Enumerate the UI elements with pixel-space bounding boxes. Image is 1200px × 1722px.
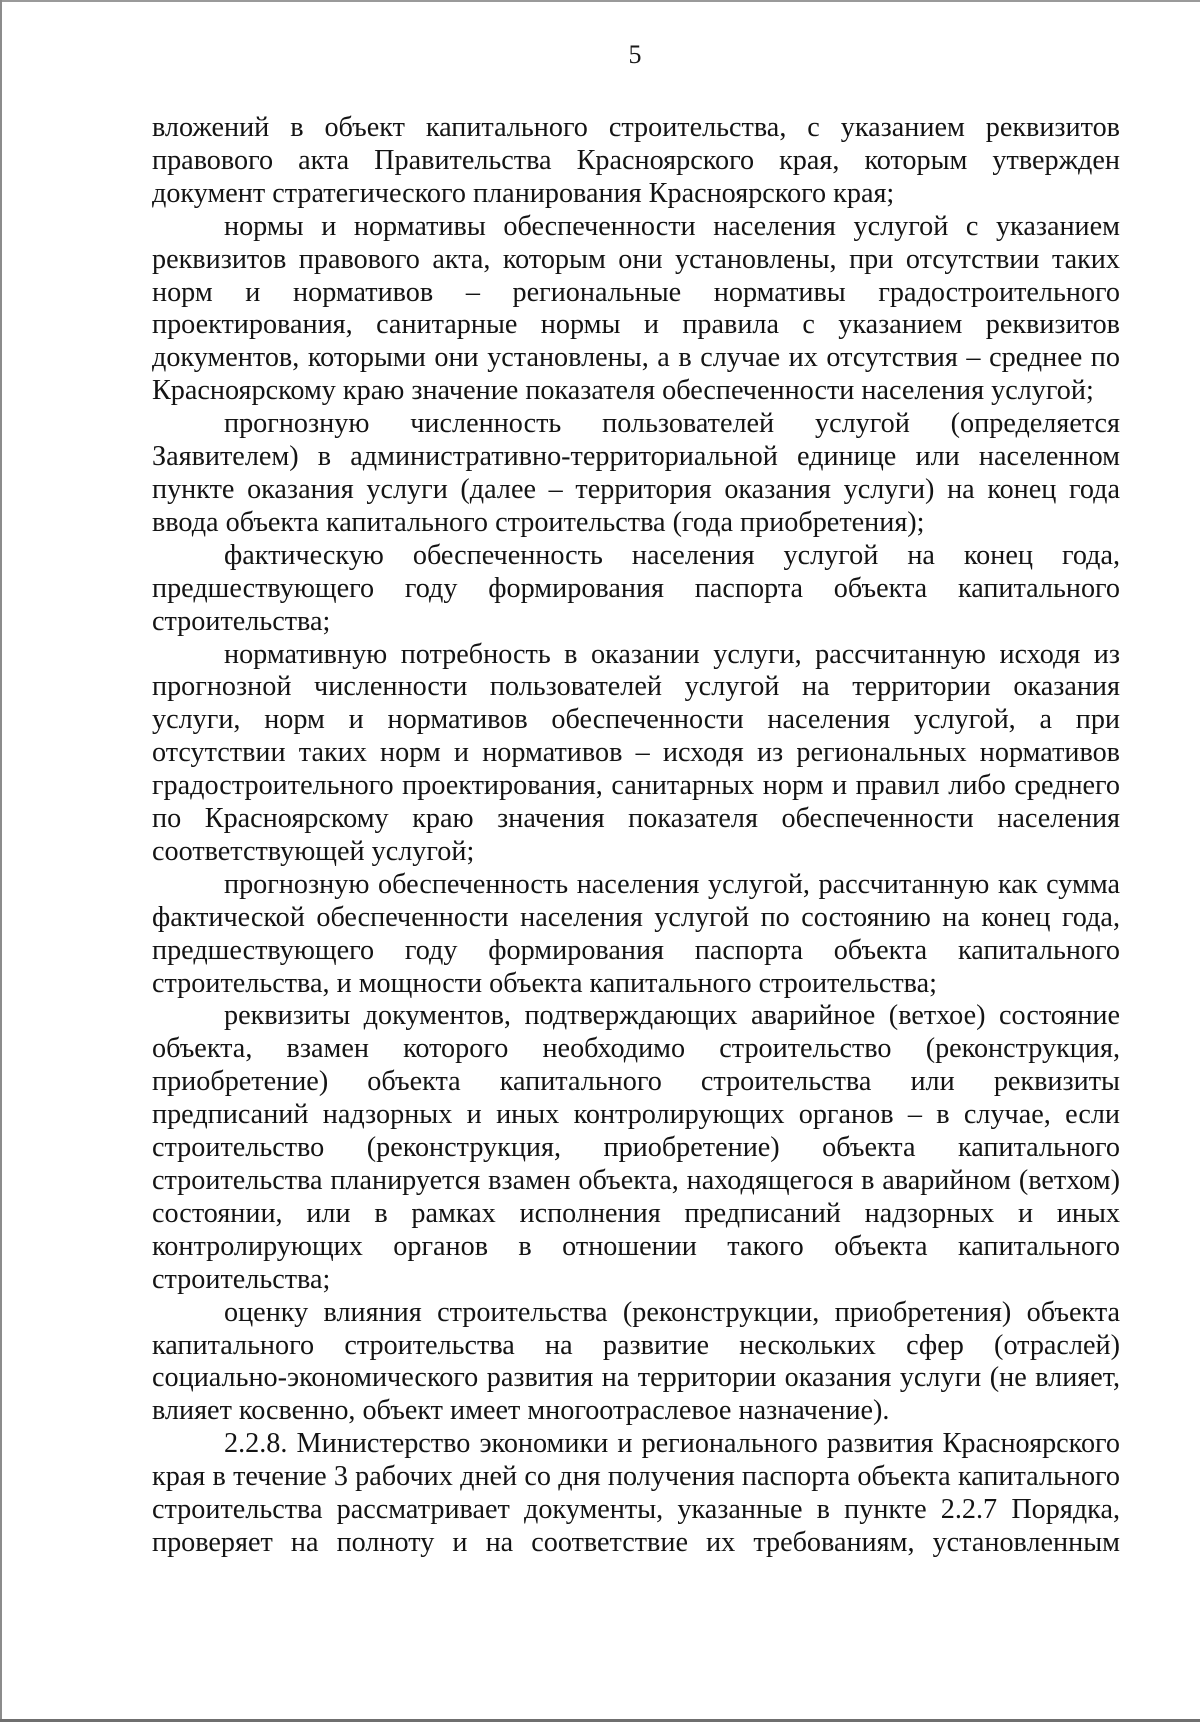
- page-number: 5: [628, 40, 642, 69]
- paragraph-forecast-provision: прогнозную обеспеченность населения услугой, рассчитанную как сумма фактической обеспеченности населения услугой по состоянию на конец года, предшествующего году формирования паспорта объекта капитального строительства, и мощности объекта капитального строительства;: [152, 868, 1120, 999]
- paragraph-actual-provision: фактическую обеспеченность населения услугой на конец года, предшествующего году формирования паспорта объекта капитального строительства;: [152, 539, 1120, 637]
- paragraph-2-2-8: 2.2.8. Министерство экономики и регионального развития Красноярского края в течение 3 рабочих дней со дня получения паспорта объекта капитального строительства рассматривает документы, указанные в пункте 2.2.7 Порядка, проверяет на полноту и на соответствие их требованиям, установленным: [152, 1428, 1120, 1558]
- document-body: [152, 112, 1120, 1560]
- paragraph-continuation: вложений в объект капитального строительства, с указанием реквизитов правового акта Правительства Красноярского края, которым утвержден документ стратегического планирования Красноярского края;: [152, 112, 1120, 209]
- paragraph-norms: нормы и нормативы обеспеченности населения услугой с указанием реквизитов правового акта, которым они установлены, при отсутствии таких норм и нормативов – региональные нормативы градостроительного проектирования, санитарные нормы и правила с указанием реквизитов документов, которыми они установлены, а в случае их отсутствия – среднее по Красноярскому краю значение показателя обеспеченности населения услугой;: [152, 210, 1120, 407]
- paragraph-impact-assessment: оценку влияния строительства (реконструкции, приобретения) объекта капитального строительства на развитие нескольких сфер (отраслей) социально-экономического развития на территории оказания услуги (не влияет, влияет косвенно, объект имеет многоотраслевое назначение).: [152, 1296, 1120, 1427]
- scan-edge-left: [0, 0, 2, 1722]
- paragraph-forecast-users: прогнозную численность пользователей услугой (определяется Заявителем) в административно-территориальной единице или населенном пункте оказания услуги (далее – территория оказания услуги) на конец года ввода объекта капитального строительства (года приобретения);: [152, 408, 1120, 538]
- paragraph-normative-need: нормативную потребность в оказании услуги, рассчитанную исходя из прогнозной численности пользователей услугой на территории оказания услуги, норм и нормативов обеспеченности населения услугой, а при отсутствии таких норм и нормативов – исходя из региональных нормативов градостроительного проектирования, санитарных норм и правил либо среднего по Красноярскому краю значения показателя обеспеченности населения соответствующей услугой;: [152, 638, 1120, 867]
- scan-edge-top: [0, 0, 1200, 2]
- paragraph-emergency-documents: реквизиты документов, подтверждающих аварийное (ветхое) состояние объекта, взамен которого необходимо строительство (реконструкция, приобретение) объекта капитального строительства или реквизиты предписаний надзорных и иных контролирующих органов – в случае, если строительство (реконструкция, приобретение) объекта капитального строительства планируется взамен объекта, находящегося в аварийном (ветхом) состоянии, или в рамках исполнения предписаний надзорных и иных контролирующих органов в отношении такого объекта капитального строительства;: [152, 1000, 1120, 1295]
